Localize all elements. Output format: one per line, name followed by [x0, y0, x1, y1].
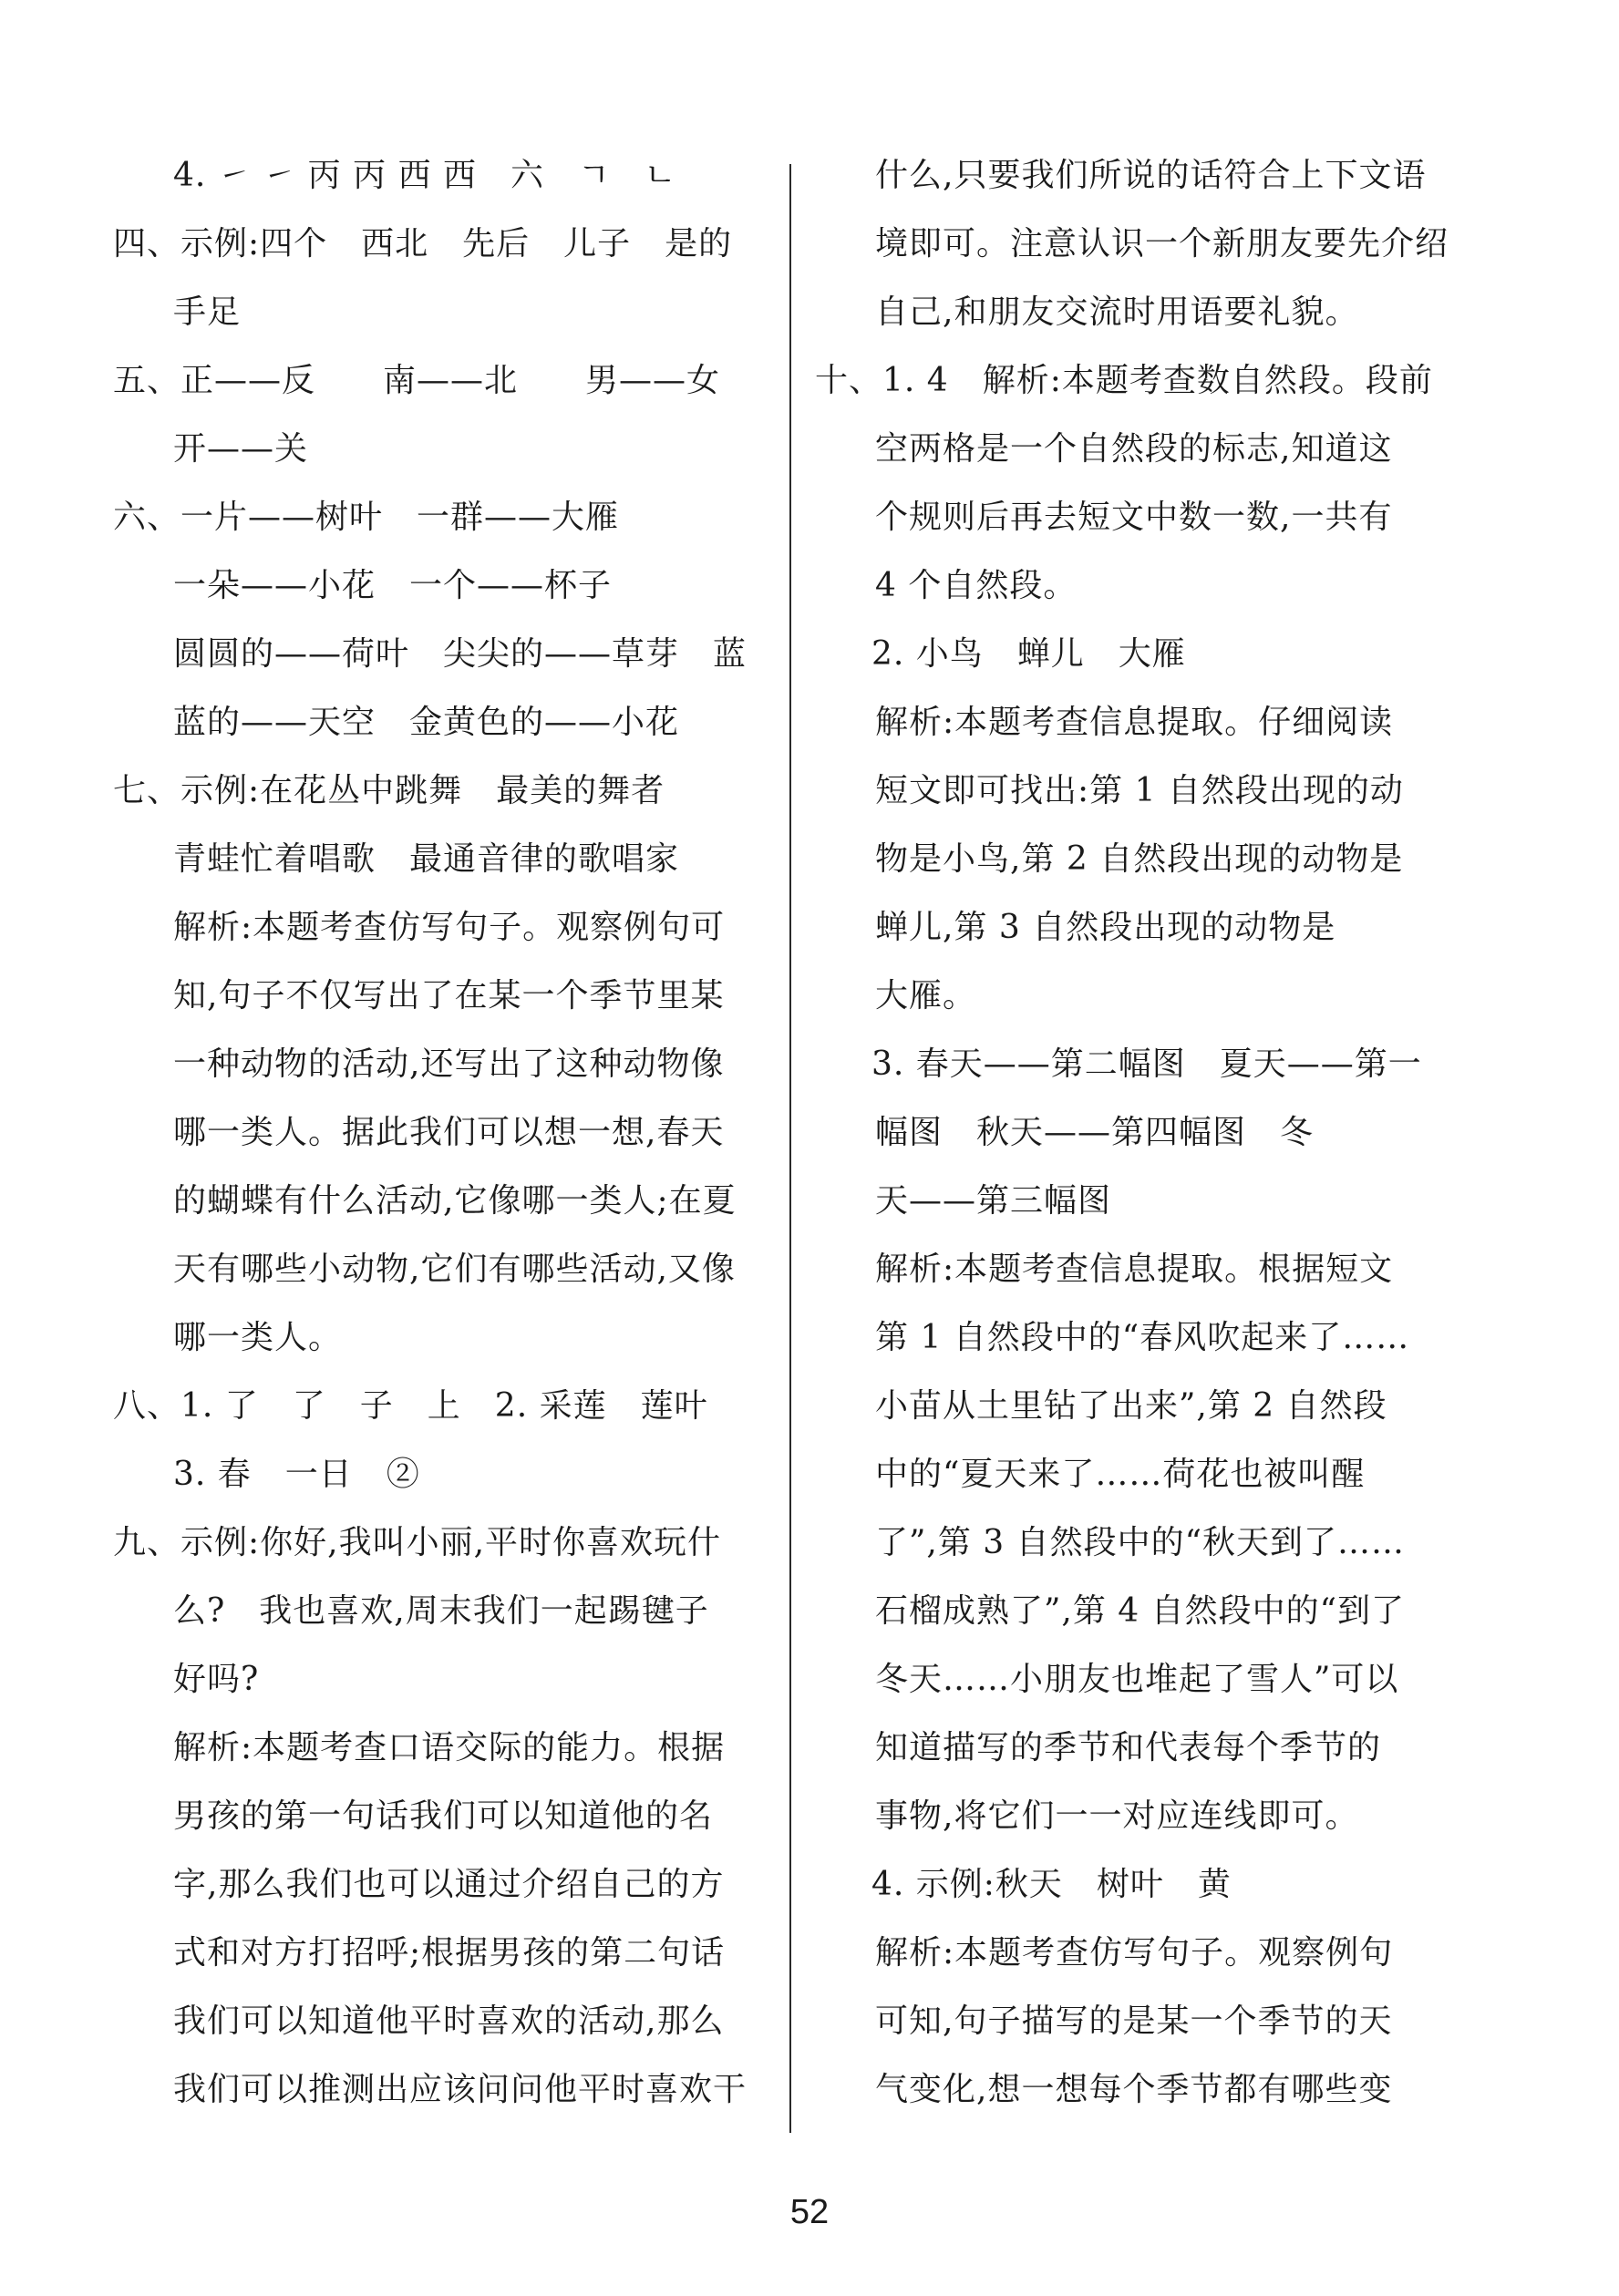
answer-line: 冬天……小朋友也堆起了雪人”可以 [875, 1661, 1399, 1698]
answer-line: 手足 [173, 293, 242, 331]
answer-line: 可知,句子描写的是某一个季节的天 [875, 2003, 1393, 2040]
answer-line: 知,句子不仅写出了在某一个季节里某 [173, 977, 725, 1014]
answer-line: 天——第三幅图 [875, 1182, 1112, 1220]
answer-line: 中的“夏天来了……荷花也被叫醒 [875, 1456, 1366, 1493]
answer-line: 哪一类人。 [173, 1319, 343, 1356]
answer-line: 男孩的第一句话我们可以知道他的名 [173, 1797, 714, 1835]
answer-line: 蝉儿,第 3 自然段出现的动物是 [875, 909, 1336, 946]
answer-line: 大雁。 [875, 977, 977, 1014]
answer-line: 事物,将它们一一对应连线即可。 [875, 1797, 1359, 1835]
answer-line: 石榴成熟了”,第 4 自然段中的“到了 [875, 1592, 1406, 1630]
answer-line: 七、示例:在花丛中跳舞 最美的舞者 [113, 772, 665, 809]
answer-line: 么? 我也喜欢,周末我们一起踢毽子 [173, 1592, 709, 1630]
answer-line: 解析:本题考查信息提取。根据短文 [875, 1251, 1394, 1288]
answer-line: 解析:本题考查仿写句子。观察例句可 [173, 909, 726, 946]
page-number: 52 [789, 2193, 830, 2231]
answer-line: 小苗从土里钻了出来”,第 2 自然段 [875, 1387, 1387, 1425]
answer-line: 字,那么我们也可以通过介绍自己的方 [173, 1866, 725, 1903]
answer-line: 境即可。注意认识一个新朋友要先介绍 [875, 225, 1449, 263]
answer-line: 3. 春天——第二幅图 夏天——第一 [871, 1045, 1422, 1083]
answer-line: 我们可以知道他平时喜欢的活动,那么 [173, 2003, 725, 2040]
answer-line: 九、示例:你好,我叫小丽,平时你喜欢玩什 [113, 1524, 722, 1561]
answer-line: 短文即可找出:第 1 自然段出现的动 [875, 772, 1404, 809]
answer-line: 六、一片——树叶 一群——大雁 [113, 499, 620, 536]
answer-line: 解析:本题考查口语交际的能力。根据 [173, 1729, 726, 1766]
answer-line: 知道描写的季节和代表每个季节的 [875, 1729, 1382, 1766]
answer-line: 气变化,想一想每个季节都有哪些变 [875, 2071, 1393, 2108]
answer-line: 4 个自然段。 [875, 567, 1078, 604]
answer-line: 式和对方打招呼;根据男孩的第二句话 [173, 1934, 726, 1972]
answer-line: 四、示例:四个 西北 先后 儿子 是的 [113, 225, 733, 263]
answer-line: 解析:本题考查信息提取。仔细阅读 [875, 704, 1394, 741]
answer-line: 解析:本题考查仿写句子。观察例句 [875, 1934, 1394, 1972]
answer-line: 4. 示例:秋天 树叶 黄 [871, 1866, 1232, 1903]
answer-line: 一种动物的活动,还写出了这种动物像 [173, 1045, 725, 1083]
answer-line: 一朵——小花 一个——杯子 [173, 567, 613, 604]
answer-line: 我们可以推测出应该问问他平时喜欢干 [173, 2071, 748, 2108]
answer-line: 十、1. 4 解析:本题考查数自然段。段前 [815, 362, 1433, 399]
answer-line: 蓝的——天空 金黄色的——小花 [173, 704, 680, 741]
answer-line: 五、正——反 南——北 男——女 [113, 362, 721, 399]
answer-line: 青蛙忙着唱歌 最通音律的歌唱家 [173, 840, 680, 878]
answer-line: 什么,只要我们所说的话符合上下文语 [875, 157, 1427, 194]
answer-line: 开——关 [173, 430, 309, 468]
answer-line: 哪一类人。据此我们可以想一想,春天 [173, 1114, 725, 1151]
answer-line: 的蝴蝶有什么活动,它像哪一类人;在夏 [173, 1182, 737, 1220]
answer-line: 天有哪些小动物,它们有哪些活动,又像 [173, 1251, 736, 1288]
column-divider [789, 164, 791, 2133]
answer-line: 个规则后再去短文中数一数,一共有 [875, 499, 1393, 536]
answer-line: 自己,和朋友交流时用语要礼貌。 [875, 293, 1359, 331]
answer-line: 空两格是一个自然段的标志,知道这 [875, 430, 1393, 468]
answer-line: 圆圆的——荷叶 尖尖的——草芽 蓝 [173, 635, 748, 673]
answer-line: 3. 春 一日 ② [173, 1456, 420, 1493]
answer-line: 第 1 自然段中的“春风吹起来了…… [875, 1319, 1410, 1356]
answer-line: 八、1. 了 了 子 上 2. 采莲 莲叶 [113, 1387, 708, 1425]
answer-line: 物是小鸟,第 2 自然段出现的动物是 [875, 840, 1404, 878]
answer-line: 2. 小鸟 蝉儿 大雁 [871, 635, 1186, 673]
answer-line: 了”,第 3 自然段中的“秋天到了…… [875, 1524, 1406, 1561]
answer-line: 4. ㇀ ㇀ 丙 丙 西 西 六 ㄱ ㄴ [173, 157, 677, 194]
answer-line: 幅图 秋天——第四幅图 冬 [875, 1114, 1315, 1151]
answer-line: 好吗? [173, 1661, 260, 1698]
